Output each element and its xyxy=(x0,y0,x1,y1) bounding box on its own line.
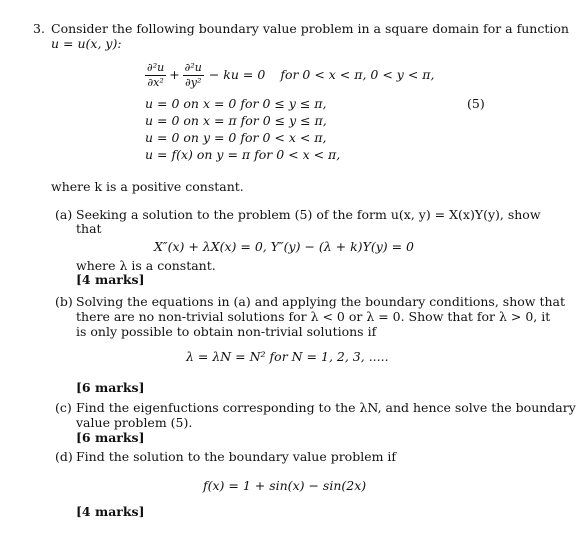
pde-domain: for 0 < x < π, 0 < y < π, xyxy=(280,66,435,82)
boundary-condition-4: u = f(x) on y = π for 0 < x < π, xyxy=(145,147,341,162)
part-a-line-3: where λ is a constant. xyxy=(76,258,216,273)
part-a-line-1: Seeking a solution to the problem (5) of the form u(x, y) = X(x)Y(y), show xyxy=(76,207,541,222)
where-k-text: where k is a positive constant. xyxy=(51,179,244,194)
part-c-marks: [6 marks] xyxy=(76,430,145,445)
intro-line-2: u = u(x, y): xyxy=(51,36,122,51)
fraction-numerator: ∂²u xyxy=(147,61,165,74)
part-d-label: (d) xyxy=(55,449,73,464)
part-c-label: (c) xyxy=(55,400,72,415)
fraction-d2u-dy2 xyxy=(183,62,204,88)
part-b-equation: λ = λN = N² for N = 1, 2, 3, ..... xyxy=(186,349,389,364)
part-c-line-2: value problem (5). xyxy=(76,415,193,430)
fraction-d2u-dx2 xyxy=(145,62,166,88)
part-b-label: (b) xyxy=(55,294,73,309)
part-d-line-1: Find the solution to the boundary value problem if xyxy=(76,449,397,464)
part-d-marks: [4 marks] xyxy=(76,504,145,519)
part-a-marks: [4 marks] xyxy=(76,272,145,287)
pde-rest: − ku = 0 xyxy=(208,66,266,82)
question-number: 3. xyxy=(33,21,45,36)
part-a-equation: X″(x) + λX(x) = 0, Y″(y) − (λ + k)Y(y) = 0 xyxy=(154,239,415,254)
pde-equation xyxy=(145,62,434,88)
boundary-condition-2: u = 0 on x = π for 0 ≤ y ≤ π, xyxy=(145,113,327,128)
part-b-marks: [6 marks] xyxy=(76,380,145,395)
part-b-line-1: Solving the equations in (a) and applying the boundary conditions, show that xyxy=(76,294,566,309)
part-a-label: (a) xyxy=(55,207,73,222)
boundary-condition-1: u = 0 on x = 0 for 0 ≤ y ≤ π, xyxy=(145,96,327,111)
part-d-equation: f(x) = 1 + sin(x) − sin(2x) xyxy=(203,478,367,493)
boundary-condition-3: u = 0 on y = 0 for 0 < x < π, xyxy=(145,130,327,145)
part-a-line-2: that xyxy=(76,221,102,236)
intro-line-1: Consider the following boundary value problem in a square domain for a function xyxy=(51,21,569,36)
fraction-denominator: ∂y² xyxy=(185,75,202,89)
part-c-line-1: Find the eigenfuctions corresponding to the λN, and hence solve the boundary xyxy=(76,400,576,415)
part-b-line-2: there are no non-trivial solutions for λ < 0 or λ = 0. Show that for λ > 0, it xyxy=(76,309,551,324)
equation-tag: (5) xyxy=(467,96,485,111)
fraction-numerator: ∂²u xyxy=(184,61,202,74)
plus-sign: + xyxy=(169,66,180,82)
fraction-denominator: ∂x² xyxy=(147,75,164,89)
part-b-line-3: is only possible to obtain non-trivial solutions if xyxy=(76,324,377,339)
